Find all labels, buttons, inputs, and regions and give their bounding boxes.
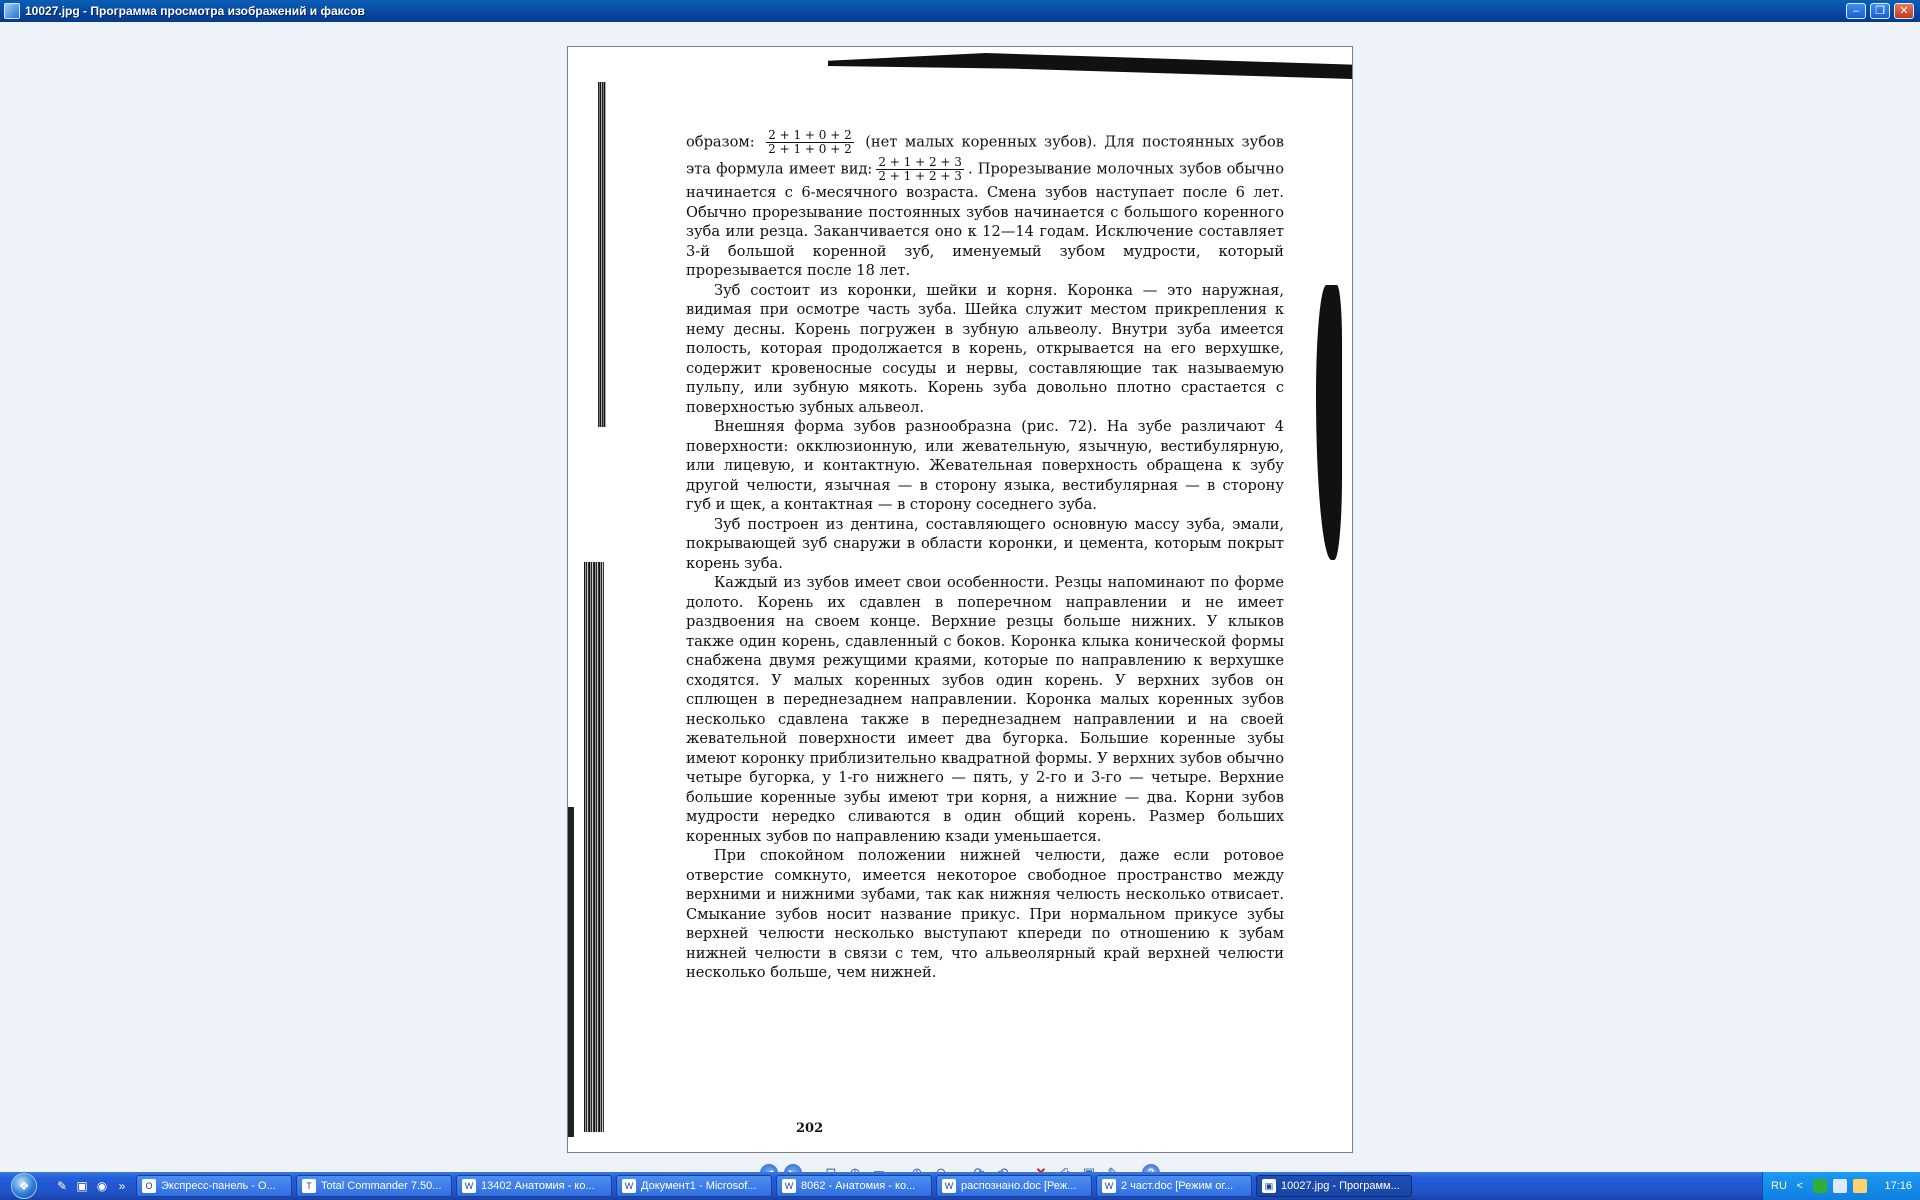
dental-formula-milk [766, 129, 854, 156]
paragraph-3: Внешняя форма зубов разнообразна (рис. 72). На зубе различают 4 поверхности: окклюзионную, или жевательную, язычную, вестибулярную, или лицевую, и контактную. Жевательная поверхность обращена к зубу другой челюсти, язычная — в сторону языка, вестибулярная — в сторону губ и щек, а контактная — в сторону соседнего зуба. [686, 418, 1284, 513]
word-document-icon: W [1102, 1179, 1116, 1193]
tray-monitor-icon[interactable] [1833, 1179, 1847, 1193]
word-document-icon: W [942, 1179, 956, 1193]
opera-icon: O [142, 1179, 156, 1193]
minimize-button[interactable]: ‒ [1846, 3, 1866, 19]
start-button[interactable] [0, 1172, 48, 1200]
task-label: Экспресс-панель - O... [161, 1180, 276, 1192]
word-document-icon: W [782, 1179, 796, 1193]
formula-numerator: 2 + 1 + 2 + 3 [878, 155, 962, 169]
task-label: 10027.jpg - Программ... [1281, 1180, 1400, 1192]
scanned-page [567, 46, 1353, 1153]
quick-launch-more-icon[interactable]: » [118, 1179, 126, 1193]
page-text [686, 129, 1284, 983]
text-run: образом: [686, 133, 755, 151]
quick-launch-save-icon[interactable]: ▣ [76, 1179, 88, 1193]
quick-launch-pencil-icon[interactable]: ✎ [56, 1179, 68, 1193]
paragraph-4: Зуб построен из дентина, составляющего основную массу зуба, эмали, покрывающей зуб снаружи в области коронки, и цемента, которым покрыт корень зуба. [686, 515, 1284, 572]
word-document-icon: W [622, 1179, 636, 1193]
task-label: Документ1 - Microsof... [641, 1180, 757, 1192]
image-viewport[interactable] [0, 22, 1920, 1172]
taskbar-tasks [136, 1175, 1412, 1197]
image-viewer-icon [4, 3, 20, 19]
windows-logo-icon: ❖ [11, 1173, 37, 1199]
task-button[interactable] [296, 1175, 452, 1197]
text-run: . Прорезывание молочных зубов обычно начинается с 6-месячного возраста. Смена зубов наступает после 6 лет. Обычно прорезывание постоянных зубов начинается с большого коренного зуба или резца. Заканчивается оно к 12—14 годам. Исключение составляет 3-й большой коренной зуб, именуемый зубом мудрости, который прорезывается после 18 лет. [686, 160, 1284, 279]
paragraph-5: Каждый из зубов имеет свои особенности. Резцы напоминают по форме долото. Корень их сдавлен в поперечном направлении и не имеет раздвоения на своем конце. Верхние резцы больше нижних. У клыков также один корень, сдавленный с боков. Коронка клыка конической формы снабжена двумя режущими краями, которые по направлению к верхушке сходятся. У малых коренных зубов один корень. У верхних зубов он сплющен в переднезаднем направлении. Коронка малых коренных зубов несколько сдавлена также в переднезаднем направлении и на своей жевательной поверхности имеет два бугорка. Большие коренные зубы имеют коронку приблизительно квадратной формы. У верхних зубов обычно четыре бугорка, у 1-го нижнего — пять, у 2-го и 3-го — четыре. Верхние большие коренные зубы имеют три корня, а нижние — два. Корни зубов мудрости нередко сливаются в один общий корень. Размер больших коренных зубов по направлению кзади уменьшается. [686, 574, 1284, 845]
task-button-active[interactable] [1256, 1175, 1412, 1197]
scan-edge-shadow-left-edge [568, 807, 574, 1137]
taskbar [0, 1172, 1920, 1200]
formula-denominator: 2 + 1 + 2 + 3 [878, 169, 962, 183]
dental-formula-permanent [876, 156, 964, 183]
total-commander-icon: T [302, 1179, 316, 1193]
scan-edge-shadow-left [598, 82, 606, 427]
window-controls [1846, 3, 1920, 19]
scan-edge-shadow-right [1316, 285, 1342, 560]
scan-edge-shadow-top [828, 53, 1353, 79]
task-label: распознано.doc [Реж... [961, 1180, 1077, 1192]
task-label: 8062 - Анатомия - ко... [801, 1180, 916, 1192]
task-button[interactable] [456, 1175, 612, 1197]
text-run: (нет малых коренных зубов). Для постоянных зубов эта формула имеет вид: [686, 133, 1285, 178]
task-label: Total Commander 7.50... [321, 1180, 442, 1192]
task-label: 2 част.doc [Режим ог... [1121, 1180, 1234, 1192]
task-button[interactable] [1096, 1175, 1252, 1197]
tray-green-app-icon[interactable] [1813, 1179, 1827, 1193]
window-title: 10027.jpg - Программа просмотра изображений и факсов [25, 4, 365, 18]
task-button[interactable] [136, 1175, 292, 1197]
paragraph-1 [686, 129, 1284, 281]
window-titlebar[interactable] [0, 0, 1920, 22]
formula-numerator: 2 + 1 + 0 + 2 [768, 128, 852, 142]
task-button[interactable] [776, 1175, 932, 1197]
system-tray [1762, 1172, 1920, 1200]
paragraph-2: Зуб состоит из коронки, шейки и корня. Коронка — это наружная, видимая при осмотре часть зуба. Шейка служит местом прикрепления к нему десны. Корень погружен в зубную альвеолу. Внутри зуба имеется полость, которая продолжается в корень, открывается на его верхушке, содержит кровеносные сосуды и нервы, составляющие так называемую пульпу, или зубную мякоть. Корень зуба довольно плотно срастается с поверхностью зубных альвеол. [686, 281, 1284, 416]
scan-edge-shadow-left-lower [584, 562, 604, 1132]
task-button[interactable] [936, 1175, 1092, 1197]
language-indicator[interactable]: RU [1771, 1180, 1787, 1192]
task-label: 13402 Анатомия - ко... [481, 1180, 595, 1192]
page-number: 202 [796, 1121, 824, 1136]
quick-launch-opera-icon[interactable]: ◉ [96, 1179, 108, 1193]
paragraph-6: При спокойном положении нижней челюсти, даже если ротовое отверстие сомкнуто, имеется некоторое свободное пространство между верхними и нижними зубами, так как нижняя челюсть несколько отвисает. Смыкание зубов носит название прикус. При нормальном прикусе зубы верхней челюсти несколько выступают кпереди по отношению к зубам нижней челюсти в связи с тем, что альвеолярный край верхней челюсти несколько больше, чем нижней. [686, 847, 1284, 981]
image-viewer-icon: ▣ [1262, 1179, 1276, 1193]
tray-volume-icon[interactable] [1853, 1179, 1867, 1193]
maximize-button[interactable]: ❐ [1870, 3, 1890, 19]
show-hidden-icons-arrow-icon[interactable]: < [1796, 1180, 1804, 1192]
close-button[interactable]: ✕ [1894, 3, 1914, 19]
clock[interactable]: 17:16 [1884, 1180, 1912, 1192]
word-document-icon: W [462, 1179, 476, 1193]
formula-denominator: 2 + 1 + 0 + 2 [768, 142, 852, 156]
task-button[interactable] [616, 1175, 772, 1197]
quick-launch [48, 1178, 136, 1194]
